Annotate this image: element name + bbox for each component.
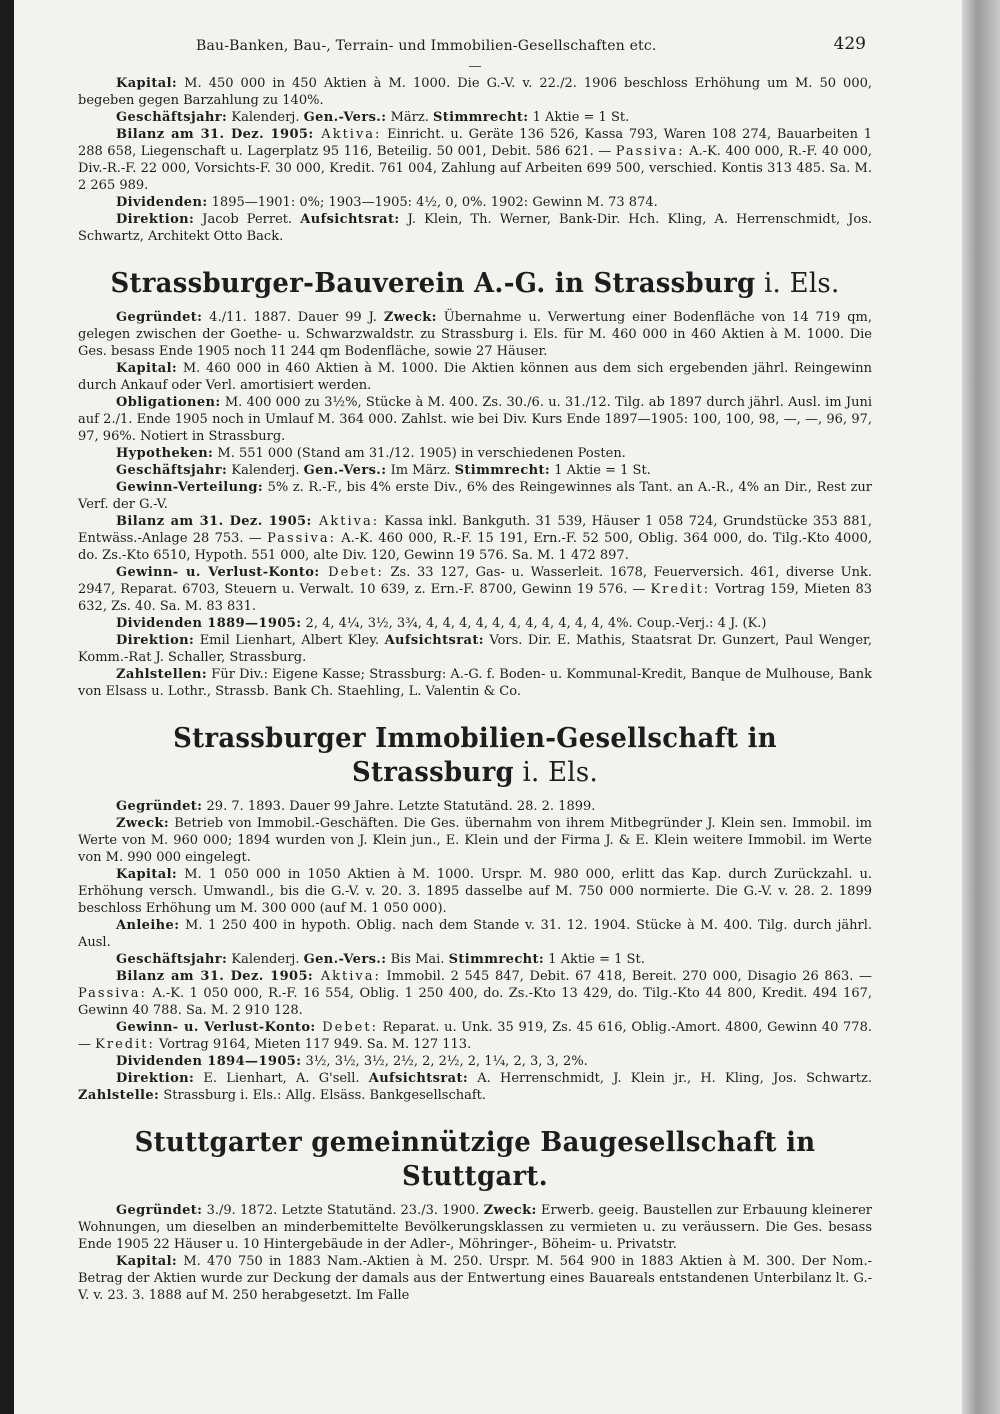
paragraph-dividenden: Dividenden 1894—1905: 3½, 3½, 3½, 2½, 2, 2½, 2, 1¼, 2, 3, 3, 2%.	[116, 1054, 588, 1069]
paragraph-direktion: Direktion: Emil Lienhart, Albert Kley. Aufsichtsrat: Vors. Dir. E. Mathis, Staatsrat Dr. Gunzert, Paul Wenger, Komm.-Rat J. Schaller, Strassburg.	[78, 633, 872, 665]
document-page	[78, 34, 873, 1304]
paragraph-gewinn-verteilung: Gewinn-Verteilung: 5% z. R.-F., bis 4% erste Div., 6% des Reingewinnes als Tant. an A.-R., 4% an Dir., Rest zur Verf. der G.-V.	[78, 480, 872, 512]
paragraph-anleihe: Anleihe: M. 1 250 400 in hypoth. Oblig. nach dem Stande v. 31. 12. 1904. Stücke à M. 400. Tilg. durch jährl. Ausl.	[78, 918, 872, 950]
paragraph-gegruendet: Gegründet: 29. 7. 1893. Dauer 99 Jahre. Letzte Statutänd. 28. 2. 1899.	[116, 799, 596, 814]
paragraph-geschaeftsjahr: Geschäftsjahr: Kalenderj. Gen.-Vers.: März. Stimmrecht: 1 Aktie = 1 St.	[116, 110, 630, 125]
paragraph-gegruendet: Gegründet: 3./9. 1872. Letzte Statutänd. 23./3. 1900. Zweck: Erwerb. geeig. Baustellen zur Erbauung kleinerer Wohnungen, um dieselben an minderbemittelte Bevölkerungsklassen zu vermieten u. zu veräussern. Die Ges. besass Ende 1905 22 Häuser u. 10 Hintergebäude in der Adler-, Möhringer-, Böheim- u. Privatstr.	[78, 1203, 872, 1252]
paragraph-gewinn-verlust: Gewinn- u. Verlust-Konto: Debet: Reparat. u. Unk. 35 919, Zs. 45 616, Oblig.-Amort. 4800, Gewinn 40 778. — Kredit: Vortrag 9164, Mieten 117 949. Sa. M. 127 113.	[78, 1020, 872, 1052]
company-heading: Strassburger Immobilien-Gesellschaft in Strassburg i. Els.	[173, 723, 777, 788]
scan-right-edge	[962, 0, 1000, 1414]
paragraph-direktion: Direktion: Jacob Perret. Aufsichtsrat: J. Klein, Th. Werner, Bank-Dir. Hch. Kling, A. Herrenschmidt, Jos. Schwartz, Architekt Otto Back.	[78, 212, 873, 244]
company-heading: Stuttgarter gemeinnützige Baugesellschaft in Stuttgart.	[134, 1127, 816, 1192]
paragraph-gegruendet: Gegründet: 4./11. 1887. Dauer 99 J. Zweck: Übernahme u. Verwertung einer Bodenfläche von 14 719 qm, gelegen zwischen der Goethe- u. Schwarzwaldstr. zu Strassburg i. Els. für M. 460 000 in 460 Aktien à M. 1000. Die Ges. besass Ende 1905 noch 11 244 qm Bodenfläche, sowie 27 Häuser.	[78, 310, 872, 359]
paragraph-bilanz: Bilanz am 31. Dez. 1905: Aktiva: Immobil. 2 545 847, Debit. 67 418, Bereit. 270 000, Disagio 26 863. — Passiva: A.-K. 1 050 000, R.-F. 16 554, Oblig. 1 250 400, do. Zs.-Kto 13 429, do. Tilg.-Kto 44 800, Kredit. 494 167, Gewinn 40 788. Sa. M. 2 910 128.	[78, 969, 872, 1018]
paragraph-dividenden: Dividenden: 1895—1901: 0%; 1903—1905: 4½, 0, 0%. 1902: Gewinn M. 73 874.	[116, 195, 658, 210]
paragraph-bilanz: Bilanz am 31. Dez. 1905: Aktiva: Kassa inkl. Bankguth. 31 539, Häuser 1 058 724, Grundstücke 353 881, Entwäss.-Anlage 28 753. — Passiva: A.-K. 460 000, R.-F. 15 191, Ern.-F. 52 500, Oblig. 364 000, do. Tilg.-Kto 4000, do. Zs.-Kto 6510, Hypoth. 551 000, alte Div. 120, Gewinn 19 576. Sa. M. 1 472 897.	[78, 514, 872, 563]
paragraph-hypotheken: Hypotheken: M. 551 000 (Stand am 31./12. 1905) in verschiedenen Posten.	[116, 446, 626, 461]
paragraph-kapital: Kapital: M. 1 050 000 in 1050 Aktien à M. 1000. Urspr. M. 980 000, erlitt das Kap. durch Zurückzahl. u. Erhöhung versch. Umwandl., bis die G.-V. v. 20. 3. 1895 dasselbe auf M. 750 000 normierte. Die G.-V. v. 28. 2. 1899 beschloss Erhöhung um M. 300 000 (auf M. 1 050 000).	[78, 867, 872, 916]
paragraph-zweck: Zweck: Betrieb von Immobil.-Geschäften. Die Ges. übernahm von ihrem Mitbegründer J. Klein sen. Immobil. im Werte von M. 960 000; 1894 wurden von J. Klein jun., E. Klein und der Firma J. & E. Klein weitere Immobil. im Werte von M. 990 000 eingelegt.	[78, 816, 872, 865]
paragraph-kapital: Kapital: M. 460 000 in 460 Aktien à M. 1000. Die Aktien können aus dem sich ergebenden jährl. Reingewinn durch Ankauf oder Verl. amortisiert werden.	[78, 361, 872, 393]
entry-strassburger-immobilien	[78, 722, 872, 1104]
paragraph-bilanz: Bilanz am 31. Dez. 1905: Aktiva: Einricht. u. Geräte 136 526, Kassa 793, Waren 108 274, Bauarbeiten 1 288 658, Liegenschaft u. Lagerplatz 95 116, Beteilig. 50 001, Debit. 586 621. — Passiva: A.-K. 400 000, R.-F. 40 000, Div.-R.-F. 22 000, Vorsichts-F. 30 000, Kredit. 761 004, Zahlung auf Arbeiten 699 500, verschied. Kontis 313 485. Sa. M. 2 265 989.	[78, 127, 872, 193]
entry-continued	[78, 75, 872, 245]
paragraph-kapital: Kapital: M. 450 000 in 450 Aktien à M. 1000. Die G.-V. v. 22./2. 1906 beschloss Erhöhung um M. 50 000, begeben gegen Barzahlung zu 140%.	[78, 76, 872, 108]
company-heading: Strassburger-Bauverein A.-G. in Strassburg i. Els.	[110, 268, 840, 299]
page-number: 429	[833, 34, 866, 54]
paragraph-zahlstellen: Zahlstellen: Für Div.: Eigene Kasse; Strassburg: A.-G. f. Boden- u. Kommunal-Kredit, Banque de Mulhouse, Bank von Elsass u. Lothr., Strassb. Bank Ch. Staehling, L. Valentin & Co.	[78, 667, 872, 699]
running-title: Bau-Banken, Bau-, Terrain- und Immobilien-Gesellschaften etc.	[196, 38, 657, 54]
paragraph-gewinn-verlust: Gewinn- u. Verlust-Konto: Debet: Zs. 33 127, Gas- u. Wasserleit. 1678, Feuerversich. 461, diverse Unk. 2947, Reparat. 6703, Steuern u. Verwalt. 10 639, z. Ern.-F. 8700, Gewinn 19 576. — Kredit: Vortrag 159, Mieten 83 632, Zs. 40. Sa. M. 83 831.	[78, 565, 872, 614]
entry-strassburger-bauverein	[78, 267, 872, 700]
paragraph-kapital: Kapital: M. 470 750 in 1883 Nam.-Aktien à M. 250. Urspr. M. 564 900 in 1883 Aktien à M. 300. Der Nom.-Betrag der Aktien wurde zur Deckung der damals aus der Entwertung eines Bauareals entstandenen Unterbilanz lt. G.-V. v. 23. 3. 1888 auf M. 250 herabgesetzt. Im Falle	[78, 1254, 872, 1303]
paragraph-geschaeftsjahr: Geschäftsjahr: Kalenderj. Gen.-Vers.: Im März. Stimmrecht: 1 Aktie = 1 St.	[116, 463, 651, 478]
paragraph-dividenden: Dividenden 1889—1905: 2, 4, 4¼, 3½, 3¾, 4, 4, 4, 4, 4, 4, 4, 4, 4, 4, 4, 4%. Coup.-Verj.: 4 J. (K.)	[116, 616, 767, 631]
paragraph-direktion: Direktion: E. Lienhart, A. G'sell. Aufsichtsrat: A. Herrenschmidt, J. Klein jr., H. Kling, Jos. Schwartz. Zahlstelle: Strassburg i. Els.: Allg. Elsäss. Bankgesellschaft.	[78, 1071, 872, 1103]
paragraph-geschaeftsjahr: Geschäftsjahr: Kalenderj. Gen.-Vers.: Bis Mai. Stimmrecht: 1 Aktie = 1 St.	[116, 952, 645, 967]
running-header	[78, 34, 872, 60]
entry-stuttgarter-baugesellschaft	[78, 1126, 872, 1304]
paragraph-obligationen: Obligationen: M. 400 000 zu 3½%, Stücke à M. 400. Zs. 30./6. u. 31./12. Tilg. ab 1897 durch jährl. Ausl. im Juni auf 2./1. Ende 1905 noch in Umlauf M. 364 000. Zahlst. wie bei Div. Kurs Ende 1897—1905: 100, 100, 98, —, —, 96, 97, 97, 96%. Notiert in Strassburg.	[78, 395, 872, 444]
header-rule	[469, 66, 481, 67]
